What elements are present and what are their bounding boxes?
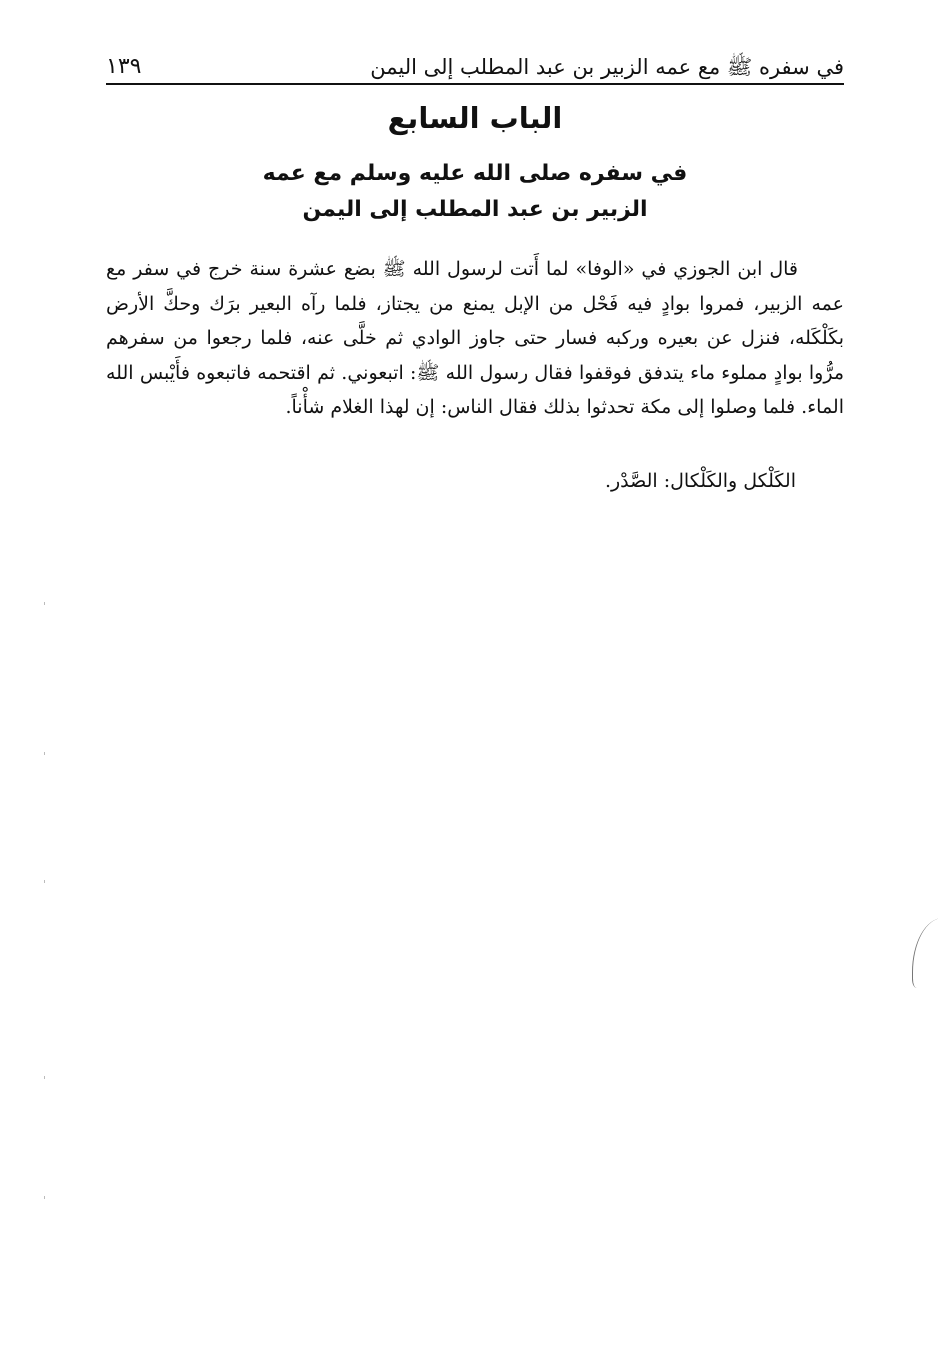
- chapter-subtitle-line-1: في سفره صلى الله عليه وسلم مع عمه: [262, 161, 688, 186]
- scan-speck: [44, 1196, 45, 1199]
- header-rule: [106, 83, 844, 85]
- scan-speck: [44, 880, 45, 883]
- chapter-heading: الباب السابع: [387, 101, 563, 135]
- scan-speck: [44, 1076, 45, 1079]
- scan-speck: [44, 602, 45, 605]
- footnote: [106, 466, 844, 496]
- footnote-text: الكَلْكل والكَلْكال: الصَّدْر.: [604, 470, 796, 492]
- chapter-subtitle: [106, 156, 844, 228]
- chapter-subtitle-line-2: الزبير بن عبد المطلب إلى اليمن: [302, 197, 648, 222]
- running-title: في سفره ﷺ مع عمه الزبير بن عبد المطلب إلى اليمن: [370, 55, 844, 79]
- scan-margin-mark: [912, 918, 938, 988]
- running-header: [106, 44, 844, 84]
- body-paragraph: قال ابن الجوزي في «الوفا» لما أَتت لرسول الله ﷺ بضع عشرة سنة خرج في سفر مع عمه الزبير، فمروا بوادٍ فيه فَحْل من الإبل يمنع من يجتاز، فلما رآه البعير برَك وحكَّ الأرض بكَلْكَله، فنزل عن بعيره وركبه فسار حتى جاوز الوادي ثم خلَّى عنه، فلما رجعوا من سفرهم مرُّوا بوادٍ مملوء ماء يتدفق فوقفوا فقال رسول الله ﷺ: اتبعوني. ثم اقتحمه فاتبعوه فأَيْبس الله الماء. فلما وصلوا إلى مكة تحدثوا بذلك فقال الناس: إن لهذا الغلام شأْناً.: [106, 258, 844, 418]
- body-text: [106, 252, 844, 425]
- scan-speck: [44, 752, 45, 755]
- page-number: ١٣٩: [106, 54, 142, 79]
